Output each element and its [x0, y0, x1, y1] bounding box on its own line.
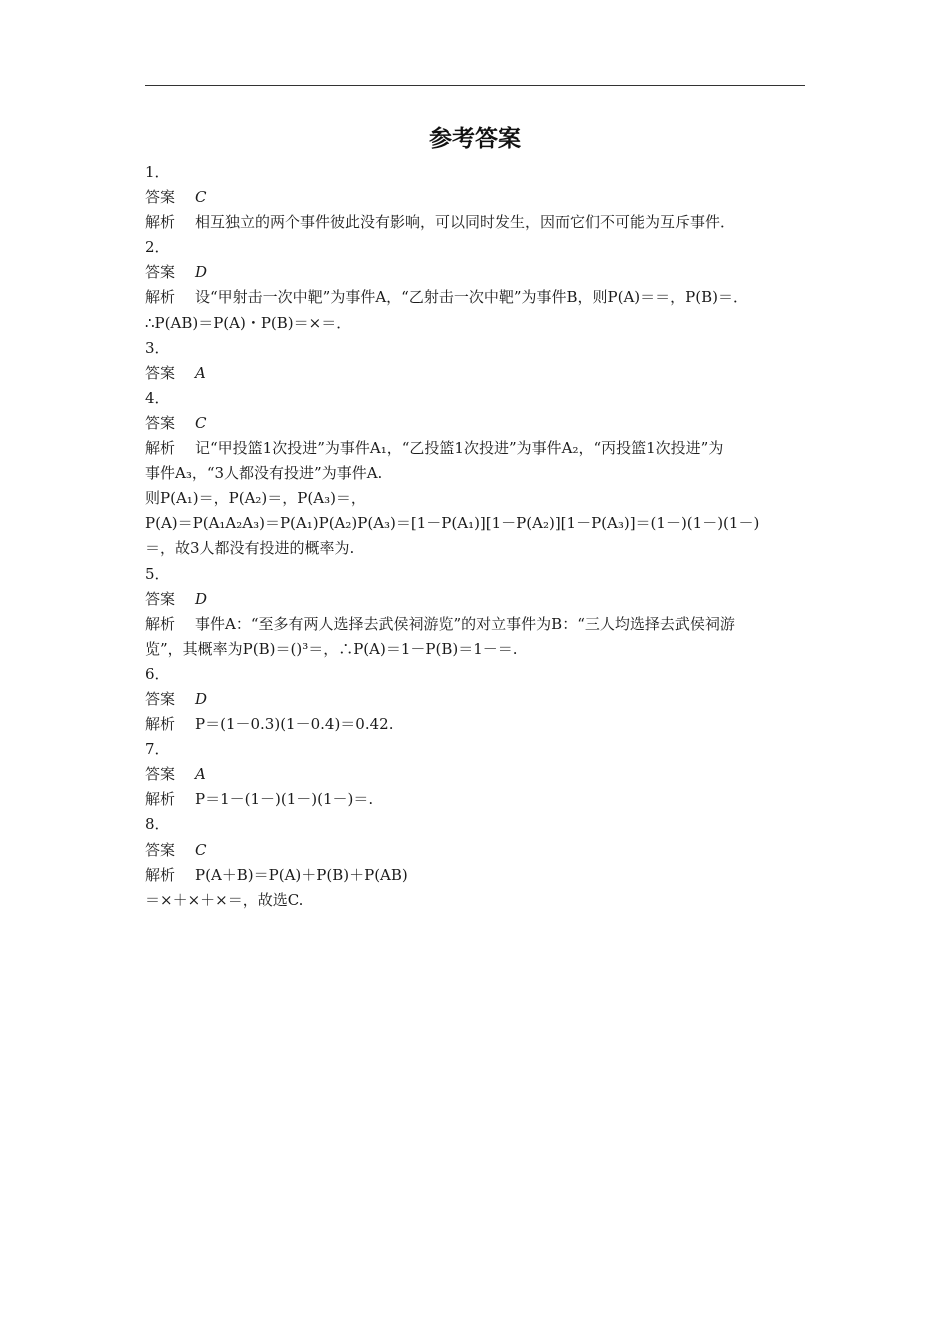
analysis-line: [145, 712, 807, 737]
analysis-text: P＝(1－0.3)(1－0.4)＝0.42.: [195, 715, 394, 734]
analysis-text: 事件A：“至多有两人选择去武侯祠游览”的对立事件为B：“三人均选择去武侯祠游: [195, 614, 735, 633]
analysis-text: 事件A₃，“3人都没有投进”为事件A.: [145, 464, 383, 483]
answer-value: D: [195, 689, 208, 708]
analysis-label: 解析: [145, 288, 176, 307]
answer-line: [145, 185, 807, 210]
answer-line: [145, 411, 807, 436]
analysis-label: 解析: [145, 715, 176, 734]
answer-line: [145, 361, 807, 386]
item-number: 5．: [145, 564, 170, 583]
analysis-text: P(A＋B)＝P(A)＋P(B)＋P(AB): [195, 865, 408, 884]
answer-label: 答案: [145, 589, 176, 608]
analysis-text: 览”，其概率为P(B)＝()³＝，∴P(A)＝1－P(B)＝1－＝.: [145, 639, 518, 658]
answer-value: A: [195, 765, 206, 784]
answer-line: [145, 687, 807, 712]
analysis-text: 相互独立的两个事件彼此没有影响，可以同时发生，因而它们不可能为互斥事件．: [195, 213, 736, 232]
answer-value: C: [195, 413, 207, 432]
answer-value: A: [195, 363, 206, 382]
answer-label: 答案: [145, 765, 176, 784]
analysis-text: P＝1－(1－)(1－)(1－)＝.: [195, 790, 374, 809]
item-number: 1．: [145, 163, 170, 181]
item-number: 7．: [145, 740, 170, 759]
analysis-label: 解析: [145, 614, 176, 633]
item-number: 4．: [145, 388, 170, 407]
analysis-text: ＝×＋×＋×＝，故选C.: [145, 890, 304, 909]
analysis-line: [145, 436, 807, 461]
answer-label: 答案: [145, 188, 176, 207]
page-title: 参考答案: [429, 126, 521, 152]
item-number: 3．: [145, 338, 170, 357]
answer-line: [145, 260, 807, 285]
analysis-line: [145, 863, 807, 888]
analysis-text: ＝，故3人都没有投进的概率为.: [145, 539, 355, 558]
answer-value: D: [195, 589, 208, 608]
analysis-text: ∴P(AB)＝P(A)・P(B)＝×＝．: [145, 313, 352, 332]
answer-value: C: [195, 188, 207, 207]
analysis-label: 解析: [145, 865, 176, 884]
answer-label: 答案: [145, 263, 176, 282]
answer-value: C: [195, 840, 207, 859]
answer-line: [145, 762, 807, 787]
answer-label: 答案: [145, 413, 176, 432]
analysis-text: P(A)＝P(A₁A₂A₃)＝P(A₁)P(A₂)P(A₃)＝[1－P(A₁)][1－P(A₂)][1－P(A₃)]＝(1－)(1－)(1－): [145, 514, 760, 533]
answer-line: [145, 838, 807, 863]
analysis-label: 解析: [145, 439, 176, 458]
analysis-text: 记“甲投篮1次投进”为事件A₁，“乙投篮1次投进”为事件A₂，“丙投篮1次投进”为: [195, 439, 724, 458]
analysis-line: [145, 787, 807, 812]
analysis-line: [145, 210, 807, 235]
analysis-label: 解析: [145, 213, 176, 232]
header-rule: [145, 85, 805, 86]
analysis-label: 解析: [145, 790, 176, 809]
answer-label: 答案: [145, 840, 176, 859]
answer-value: D: [195, 263, 208, 282]
analysis-text: 则P(A₁)＝，P(A₂)＝，P(A₃)＝，: [145, 489, 366, 508]
answer-label: 答案: [145, 363, 176, 382]
answer-list: [145, 160, 807, 913]
analysis-line: [145, 285, 807, 310]
item-number: 8．: [145, 815, 170, 834]
analysis-line: [145, 612, 807, 637]
answer-label: 答案: [145, 689, 176, 708]
item-number: 6．: [145, 664, 170, 683]
answer-line: [145, 587, 807, 612]
item-number: 2．: [145, 238, 170, 257]
analysis-text: 设“甲射击一次中靶”为事件A，“乙射击一次中靶”为事件B，则P(A)＝＝，P(B)＝．: [195, 288, 748, 307]
